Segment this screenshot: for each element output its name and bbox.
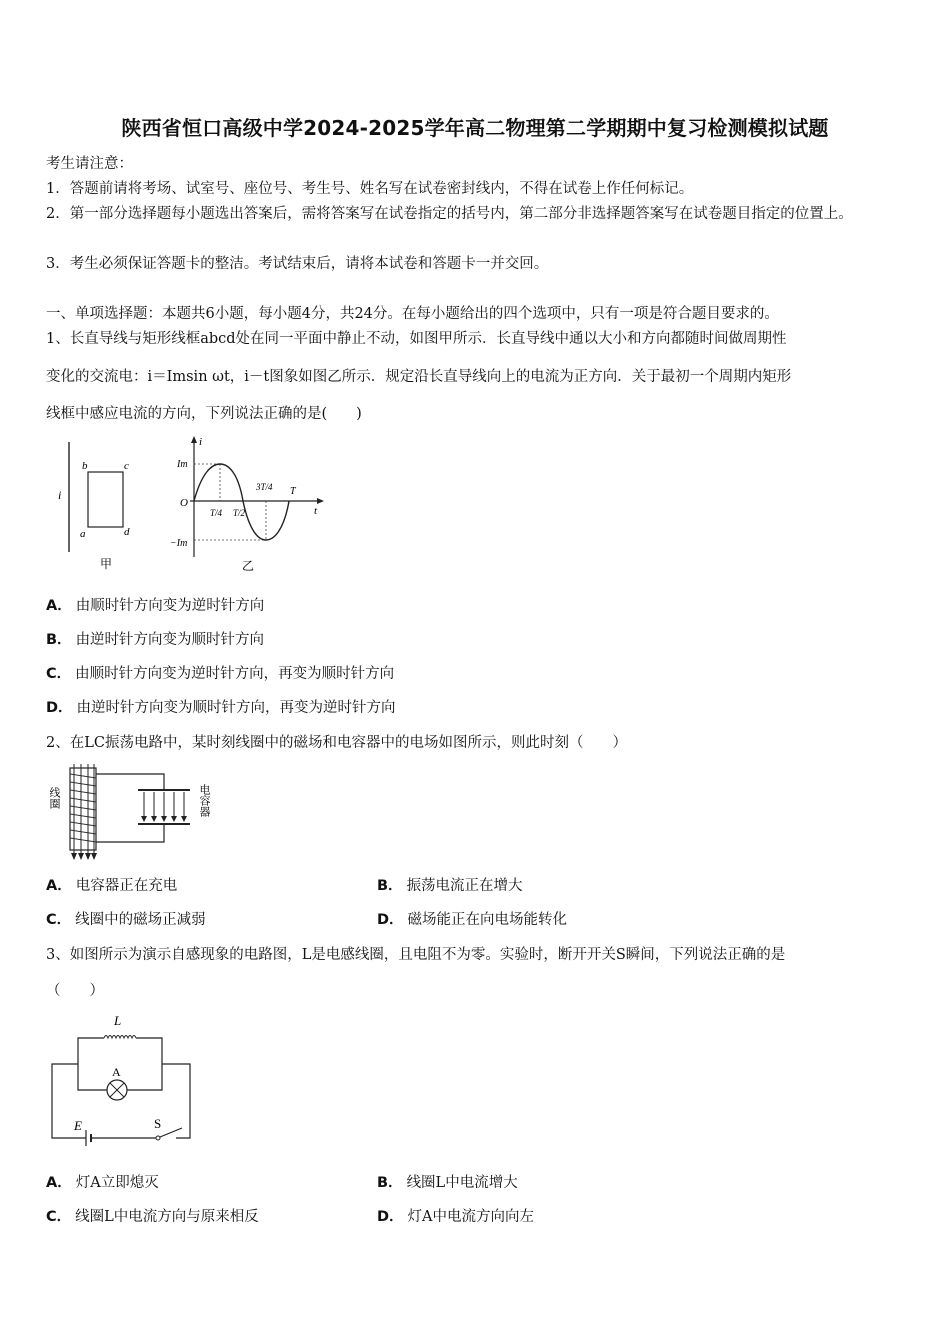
page-title: 陕西省恒口高级中学2024-2025学年高二物理第二学期期中复习检测模拟试题 bbox=[121, 116, 829, 140]
svg-text:3T/4: 3T/4 bbox=[256, 482, 273, 492]
svg-text:T: T bbox=[290, 486, 296, 497]
q3-figure bbox=[48, 1010, 198, 1145]
q1-option-a[interactable]: A． 由顺时针方向变为逆时针方向 bbox=[46, 598, 265, 614]
q2-option-d[interactable]: D． 磁场能正在向电场能转化 bbox=[377, 912, 568, 928]
notice-item-3: 3．考生必须保证答题卡的整洁。考试结束后，请将本试卷和答题卡一并交回。 bbox=[46, 256, 549, 272]
svg-text:d: d bbox=[124, 526, 130, 538]
svg-text:i: i bbox=[199, 436, 203, 448]
fig-jia-label: 甲 bbox=[100, 557, 113, 571]
svg-text:A: A bbox=[112, 1065, 121, 1079]
svg-text:S: S bbox=[154, 1116, 162, 1131]
q3-stem-cont: （ ） bbox=[46, 983, 104, 999]
q1-option-b[interactable]: B． 由逆时针方向变为顺时针方向 bbox=[46, 632, 265, 648]
wire-current-label: i bbox=[58, 488, 62, 502]
section-heading: 一、单项选择题：本题共6小题，每小题4分，共24分。在每小题给出的四个选项中，只有一项是符合题目要求的。 bbox=[46, 306, 779, 322]
svg-text:T/2: T/2 bbox=[233, 508, 246, 518]
svg-text:E: E bbox=[74, 1118, 82, 1133]
q1-option-d[interactable]: D． 由逆时针方向变为顺时针方向，再变为逆时针方向 bbox=[46, 700, 396, 716]
svg-text:L: L bbox=[114, 1013, 122, 1028]
svg-text:−Im: −Im bbox=[170, 538, 188, 549]
q3-option-a[interactable]: A． 灯A立即熄灭 bbox=[46, 1175, 159, 1191]
q1-option-c[interactable]: C． 由顺时针方向变为逆时针方向，再变为顺时针方向 bbox=[46, 666, 395, 682]
circuit-wire bbox=[96, 774, 164, 790]
svg-text:b: b bbox=[82, 460, 88, 472]
q3-option-c[interactable]: C． 线圈L中电流方向与原来相反 bbox=[46, 1209, 259, 1225]
rect-frame bbox=[88, 472, 123, 527]
q3-option-b[interactable]: B． 线圈L中电流增大 bbox=[377, 1175, 518, 1191]
q1-stem-line2: 变化的交流电：i＝Imsin ωt，i－t图象如图乙所示．规定沿长直导线向上的电流为正方向．关于最初一个周期内矩形 bbox=[46, 369, 792, 385]
notice-item-2: 2．第一部分选择题每小题选出答案后，需将答案写在试卷指定的括号内，第二部分非选择题答案写在试卷题目指定的位置上。 bbox=[46, 206, 853, 222]
inductor bbox=[104, 1036, 136, 1039]
notice-item-1: 1．答题前请将考场、试室号、座位号、考生号、姓名写在试卷密封线内，不得在试卷上作任何标记。 bbox=[46, 181, 694, 197]
q2-option-c[interactable]: C． 线圈中的磁场正减弱 bbox=[46, 912, 206, 928]
notice-heading: 考生请注意： bbox=[46, 156, 133, 172]
q3-stem: 3、如图所示为演示自感现象的电路图，L是电感线圈，且电阻不为零。实验时，断开开关S瞬间，下列说法正确的是 bbox=[46, 947, 786, 963]
svg-text:线圈: 线圈 bbox=[48, 787, 60, 809]
svg-text:a: a bbox=[80, 528, 86, 540]
q2-stem: 2、在LC振荡电路中，某时刻线圈中的磁场和电容器中的电场如图所示，则此时刻（ ） bbox=[46, 735, 627, 751]
q2-option-b[interactable]: B． 振荡电流正在增大 bbox=[377, 878, 523, 894]
svg-text:O: O bbox=[180, 497, 188, 509]
q1-figure bbox=[52, 432, 342, 577]
sine-curve bbox=[194, 464, 289, 540]
q1-stem-line1: 1、长直导线与矩形线框abcd处在同一平面中静止不动，如图甲所示．长直导线中通以大小和方向都随时间做周期性 bbox=[46, 331, 787, 347]
svg-text:电容器: 电容器 bbox=[198, 784, 210, 817]
svg-text:Im: Im bbox=[177, 459, 188, 470]
svg-text:T/4: T/4 bbox=[210, 508, 223, 518]
q3-option-d[interactable]: D． 灯A中电流方向向左 bbox=[377, 1209, 535, 1225]
q1-stem-line3: 线框中感应电流的方向，下列说法正确的是( ) bbox=[46, 406, 362, 422]
fig-yi-label: 乙 bbox=[242, 559, 255, 573]
svg-text:t: t bbox=[314, 505, 318, 517]
q2-option-a[interactable]: A． 电容器正在充电 bbox=[46, 878, 178, 894]
svg-text:c: c bbox=[124, 460, 129, 472]
q2-figure bbox=[48, 762, 217, 862]
switch-lever bbox=[160, 1128, 182, 1137]
